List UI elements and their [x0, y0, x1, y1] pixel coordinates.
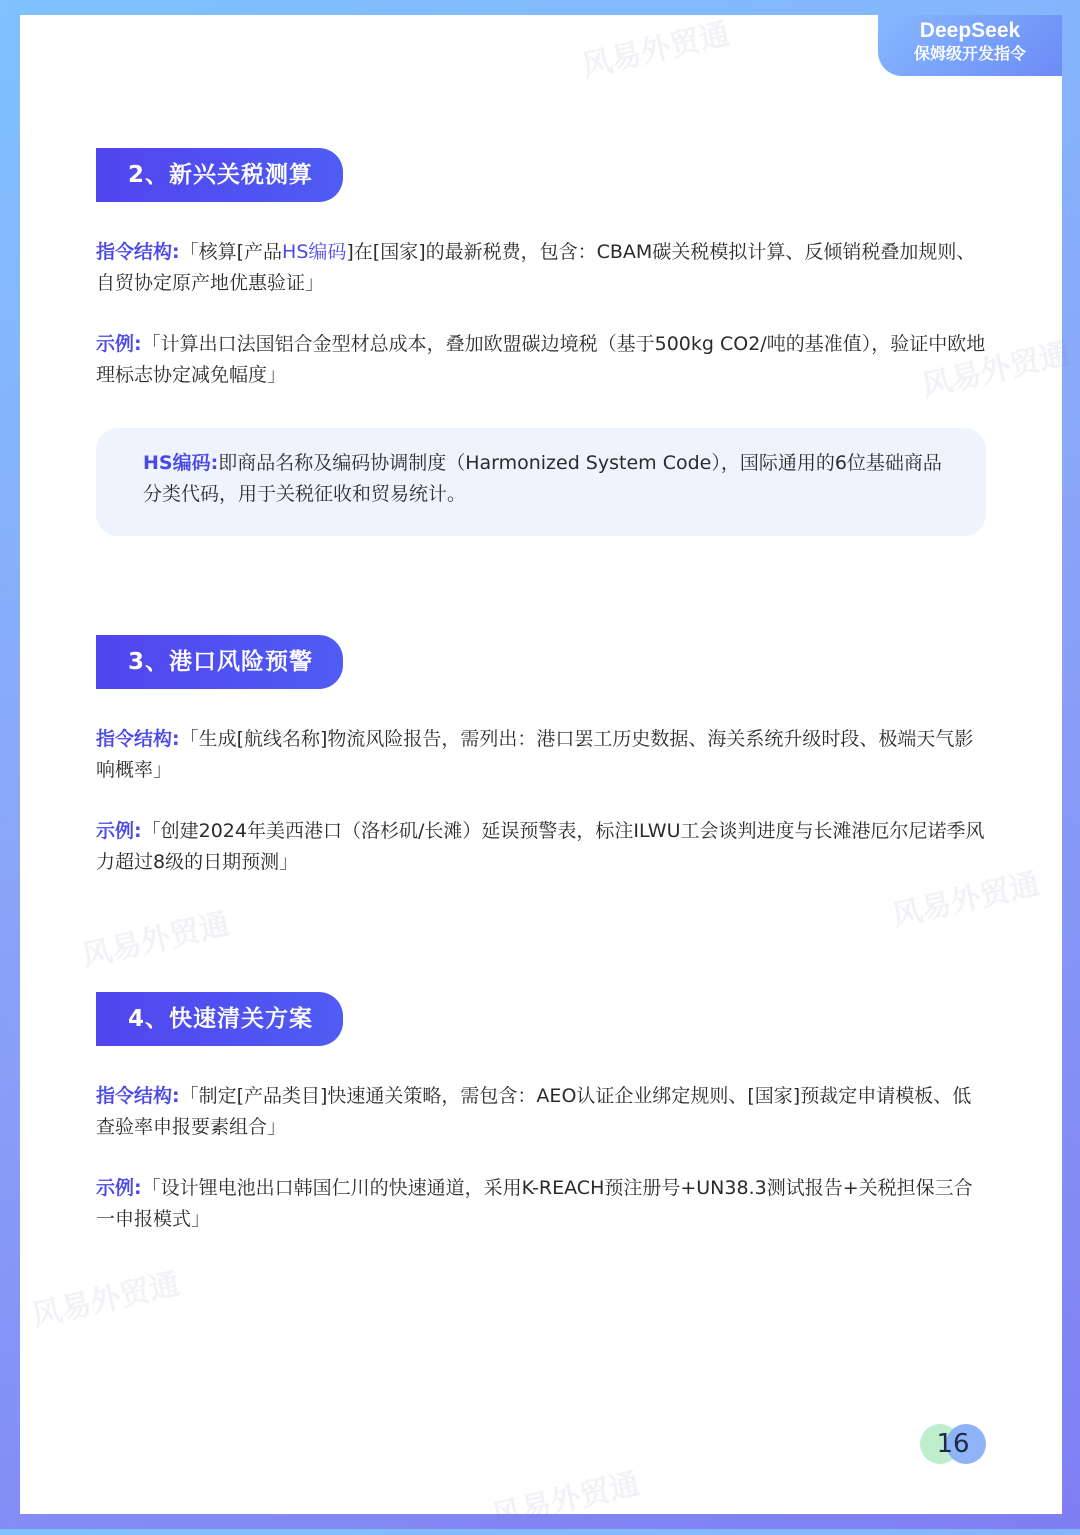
structure-label: 指令结构: [96, 728, 180, 750]
example [96, 1173, 986, 1235]
watermark: 风易外贸通 [488, 1466, 643, 1535]
watermark: 风易外贸通 [28, 1266, 183, 1335]
page [20, 15, 1073, 1535]
watermark: 风易外贸通 [78, 906, 233, 975]
section-heading: 3、港口风险预警 [96, 635, 343, 689]
example-label: 示例: [96, 333, 142, 355]
note-label: HS编码: [143, 452, 219, 474]
example-text: 「计算出口法国铝合金型材总成本，叠加欧盟碳边境税（基于500kg CO2/吨的基准值），验证中欧地理标志协定减免幅度」 [96, 333, 986, 386]
hs-code-note [96, 428, 986, 536]
brand-title: DeepSeek [919, 19, 1021, 42]
instruction-structure [96, 237, 986, 299]
structure-label: 指令结构: [96, 241, 180, 263]
example-label: 示例: [96, 1177, 142, 1199]
section-heading: 4、快速清关方案 [96, 992, 343, 1046]
page-number-badge [920, 1424, 986, 1464]
section-heading: 2、新兴关税测算 [96, 148, 343, 202]
example-text: 「设计锂电池出口韩国仁川的快速通道，采用K-REACH预注册号+UN38.3测试报告+关税担保三合一申报模式」 [96, 1177, 973, 1230]
structure-text: 「生成[航线名称]物流风险报告，需列出：港口罢工历史数据、海关系统升级时段、极端天气影响概率」 [96, 728, 974, 781]
structure-label: 指令结构: [96, 1085, 180, 1107]
structure-text-pre: 「核算[产品 [179, 241, 283, 263]
page-number: 16 [936, 1429, 970, 1459]
example-text: 「创建2024年美西港口（洛杉矶/长滩）延误预警表，标注ILWU工会谈判进度与长滩港厄尔尼诺季风力超过8级的日期预测」 [96, 820, 985, 873]
note-text: 即商品名称及编码协调制度（Harmonized System Code），国际通用的6位基础商品分类代码，用于关税征收和贸易统计。 [143, 452, 942, 505]
example [96, 816, 986, 878]
structure-text: 「制定[产品类目]快速通关策略，需包含：AEO认证企业绑定规则、[国家]预裁定申请模板、低查验率申报要素组合」 [96, 1085, 972, 1138]
watermark: 风易外贸通 [918, 336, 1073, 405]
hs-code-highlight: HS编码 [282, 241, 347, 263]
instruction-structure [96, 724, 986, 786]
example-label: 示例: [96, 820, 142, 842]
watermark: 风易外贸通 [578, 16, 733, 85]
instruction-structure [96, 1081, 986, 1143]
watermark: 风易外贸通 [888, 866, 1043, 935]
brand-tag [878, 15, 1062, 76]
brand-subtitle: 保姆级开发指令 [913, 44, 1026, 63]
structure-text-post: ]在[国家]的最新税费，包含：CBAM碳关税模拟计算、反倾销税叠加规则、自贸协定原产地优惠验证」 [96, 241, 976, 294]
example [96, 329, 986, 391]
